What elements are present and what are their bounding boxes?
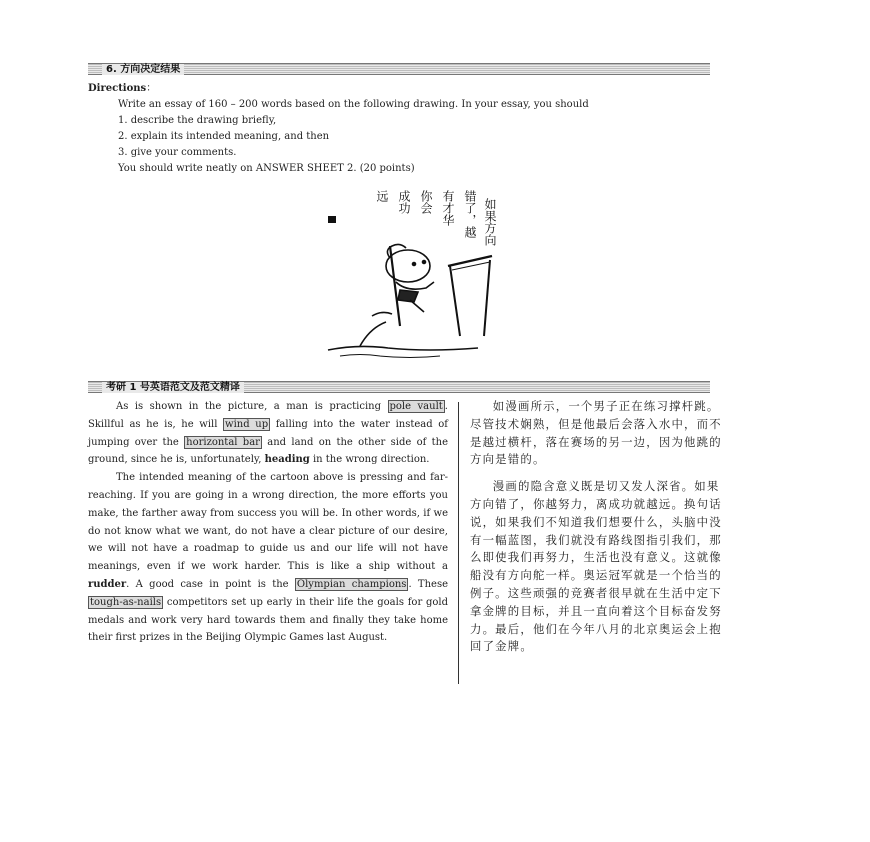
text-run: and land on the other side of the ground, since he is, unfortunately, (88, 436, 449, 466)
highlighted-phrase: tough-as-nails (90, 596, 162, 608)
seal-mark (328, 216, 336, 223)
highlighted-phrase: horizontal bar (186, 436, 260, 448)
essay-paragraph (88, 398, 448, 469)
text-run: in the wrong direction. (309, 454, 430, 466)
english-essay (88, 398, 448, 647)
pole-vault-cartoon (320, 186, 500, 358)
directions-line: You should write neatly on ANSWER SHEET 2. (20 points) (118, 163, 415, 174)
section-title: 考研 1 号英语范文及范文精译 (102, 382, 244, 393)
highlighted-phrase: pole vault (389, 401, 443, 412)
directions-line: 1. describe the drawing briefly, (118, 115, 277, 126)
translation-paragraph: 漫画的隐含意义既是切又发人深省。如果方向错了，你越努力，离成功就越远。换句话说，如果我们不知道我们想要什么，头脑中没有一幅蓝图，我们就没有路线图指引我们，那么即使我们再努力，生活也没有意义。这就像船没有方向舵一样。奥运冠军就是一个恰当的例子。这些顽强的竞赛者很早就在生活中定下拿金牌的目标，并且一直向着这个目标奋发努力。最后，他们在今年八月的北京奥运会上抱回了金牌。 (470, 479, 722, 654)
caption-column: 你会 (419, 190, 433, 214)
highlighted-phrase: wind up (225, 418, 269, 430)
section-header-direction (88, 63, 710, 75)
caption-column: 远 (375, 190, 389, 202)
directions-line: 2. explain its intended meaning, and then (118, 131, 330, 142)
text-run: . A good case in point is the (126, 578, 295, 590)
directions-colon: ： (146, 83, 157, 94)
directions-line: 3. give your comments. (118, 147, 237, 158)
directions-line: Write an essay of 160 – 200 words based on the following drawing. In your essay, you should (118, 99, 589, 110)
text-run: As is shown in the picture, a man is practicing (116, 401, 388, 412)
highlighted-phrase: Olympian champions (296, 578, 407, 590)
column-divider (458, 402, 459, 684)
bold-word: heading (264, 454, 310, 466)
translation-paragraph: 如漫画所示，一个男子正在练习撑杆跳。尽管技术娴熟，但是他最后会落入水中，而不是越过横杆，落在赛场的另一边，因为他跳的方向是错的。 (470, 399, 722, 467)
text-run: . Skillful as he is, he will (88, 401, 448, 430)
text-run: . These (408, 578, 449, 590)
caption-column: 如果方向 (483, 198, 497, 246)
chinese-translation (470, 398, 732, 656)
caption-column: 有才华 (441, 190, 455, 226)
text-run: competitors set up early in their life the goals for gold medals and work very hard towards them and finally they take home their first prizes in the Beijing Olympic Games last August. (88, 596, 448, 644)
directions-heading (88, 81, 708, 97)
text-run: falling into the water instead of jumping over the (88, 418, 448, 448)
directions-block (88, 81, 708, 177)
cartoon-caption (375, 189, 497, 246)
section-title: 6. 方向决定结果 (102, 64, 184, 75)
caption-column: 成功 (397, 190, 411, 214)
directions-label: Directions (88, 83, 147, 94)
figure-drawing (328, 244, 492, 357)
text-run: The intended meaning of the cartoon above is pressing and far-reaching. If you are going in a wrong direction, the more efforts you make, the farther away from success you will be. In other words, if we do not know what we want, do not have a clear picture of our desire, we will not have a roadmap to guide us and our life will not have meanings, even if we work harder. This is like a ship without a (88, 472, 448, 573)
caption-column: 错了，越 (463, 190, 477, 238)
essay-paragraph (88, 469, 448, 647)
bold-word: rudder (88, 578, 127, 590)
section-header-sample-essay (88, 381, 710, 393)
